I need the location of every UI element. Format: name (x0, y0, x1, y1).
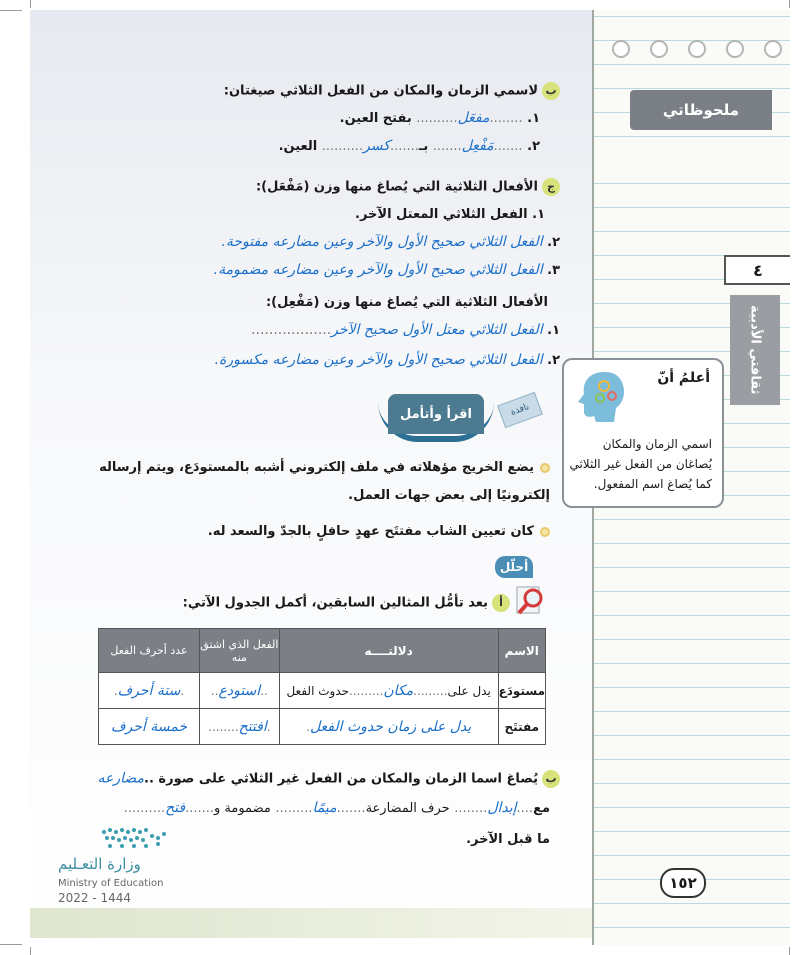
answer-text: مكان (383, 682, 414, 699)
section-b1-heading (224, 82, 560, 100)
unit-number: ٤ (724, 255, 790, 285)
academic-year: 2022 - 1444 (58, 891, 132, 905)
section-label: ب (542, 770, 560, 788)
ring-icon (650, 40, 668, 58)
table-cell: .ستة أحرف. (99, 673, 200, 709)
item-number: ٢. (527, 139, 540, 154)
table-cell (99, 709, 200, 745)
instruction-text: بعد تأمُّل المثالين السابقين، أكمل الجدول الآتي: (182, 595, 488, 611)
section-c-heading (256, 178, 560, 196)
page-number: ١٥٢ (660, 868, 706, 898)
section-label: ب (542, 82, 560, 100)
answer-text: ستة أحرف (117, 682, 181, 699)
analyze-pill: أحلّل (495, 556, 533, 578)
table-header: الفعل الذي اشتق منه (200, 629, 280, 673)
thinking-head-icon (574, 364, 630, 424)
answer-text: مضارعه (97, 770, 145, 787)
item-number: ١. (547, 323, 560, 338)
example-1-line-1 (99, 460, 550, 475)
item-text: العين. (278, 139, 318, 154)
example-text: كان تعيين الشاب مفتتَح عهدٍ حافلٍ بالجدّ والسعد له. (207, 524, 534, 539)
item-number: ٢. (547, 353, 560, 368)
crop-mark (30, 0, 31, 8)
table-cell: يدل على زمان حدوث الفعل. (279, 709, 498, 745)
section-label: ج (542, 178, 560, 196)
answer-text: يدل على زمان حدوث الفعل (309, 718, 472, 735)
table-header: دلالتــــه (279, 629, 498, 673)
heading-text: لاسمي الزمان والمكان من الفعل الثلاثي صيغتان: (223, 83, 538, 99)
answer-text: إبدال (487, 800, 517, 816)
table-header: الاسم (498, 629, 545, 673)
item-text: يُصاغ اسما الزمان والمكان من الفعل غير الثلاثي على صورة .. (144, 771, 538, 787)
crop-mark (789, 947, 790, 955)
table-header-row (99, 629, 546, 673)
bullet-icon (540, 527, 550, 537)
magnifier-icon (515, 583, 549, 617)
read-reflect-banner: اقرأ وأتأمل (388, 394, 484, 434)
crop-mark (0, 10, 22, 11)
table-header: عدد أحرف الفعل (99, 629, 200, 673)
answer-text: الفعل الثلاثي صحيح الأول والآخر وعين مضارعه مفتوحة. (221, 234, 543, 250)
crop-mark (30, 947, 31, 955)
example-1-line-2: إلكترونيًا إلى بعض جهات العمل. (348, 488, 550, 503)
ring-icon (726, 40, 744, 58)
answer-text: خمسة أحرف (111, 718, 187, 735)
answer-text: كسر (363, 138, 390, 154)
binder-rings (612, 40, 782, 60)
window-tag: نافذة (497, 392, 543, 428)
answer-text: الفعل الثلاثي صحيح الأول والآخر وعين مضارعه مضمومة. (213, 262, 543, 278)
know-title: أعلمُ أنّ (657, 370, 710, 386)
answer-text: الفعل الثلاثي معتل الأول صحيح الآخر (331, 322, 543, 338)
table-cell: يدل على.........مكان.........حدوث الفعل (279, 673, 498, 709)
section-label: أ (492, 594, 510, 612)
table-row (99, 673, 546, 709)
section-c-item2 (221, 234, 560, 250)
answer-text: افتتح (238, 718, 267, 735)
item-number: ٢. (547, 235, 560, 250)
crop-mark (789, 0, 790, 8)
item-text: حرف المضارعة (365, 801, 450, 816)
item-text: بـ (418, 139, 429, 154)
know-text: اسمي الزمان والمكان يُصاغان من الفعل غير الثلاثي كما يُصاغ اسم المفعول. (569, 437, 712, 491)
answer-text: استودع (218, 682, 261, 699)
section-b1-item2: ٢. .......مَفْعِل....... بـ.......كسر.......... العين. (278, 138, 540, 154)
section-b2-line3: ما قبل الآخر. (466, 832, 550, 847)
section-c-item3 (214, 262, 560, 278)
ring-icon (688, 40, 706, 58)
ministry-logo-icon (98, 824, 170, 852)
answer-text: مَفْعِل (461, 138, 494, 154)
page-bottom-band (30, 908, 592, 938)
cell-text: يدل على (447, 683, 491, 698)
section-c-item5 (215, 352, 560, 368)
ring-icon (764, 40, 782, 58)
table-cell: مستودَع (498, 673, 545, 709)
ministry-name-en: Ministry of Education (58, 878, 164, 889)
notes-title: ملحوظاتي (630, 90, 772, 130)
cell-text: حدوث الفعل (286, 683, 350, 698)
table-cell: ..استودع.. (200, 673, 280, 709)
crop-mark (0, 944, 22, 945)
item-text: بفتح العين. (339, 111, 412, 126)
section-c-item4: ١. الفعل الثلاثي معتل الأول صحيح الآخر.................. (251, 322, 560, 338)
item-number: ١. (527, 111, 540, 126)
item-text: مضمومة و (214, 801, 271, 816)
ring-icon (612, 40, 630, 58)
answer-text: مفعَل (457, 110, 490, 126)
table-row (99, 709, 546, 745)
section-b1-item1: ١. ........مفعَل.......... بفتح العين. (339, 110, 540, 126)
example-2 (208, 524, 550, 539)
table-cell: .افتتح........ (200, 709, 280, 745)
example-text: يضع الخريج مؤهلاته في ملف إلكتروني أشبه بالمستودَع، ويتم إرساله (99, 460, 534, 475)
answer-text: الفعل الثلاثي صحيح الأول والآخر وعين مضارعه مكسورة. (214, 352, 543, 368)
analysis-table (98, 628, 546, 745)
section-c-item1: ١. الفعل الثلاثي المعتل الآخر. (355, 207, 545, 222)
section-b2-line2: مع....إبدال........ حرف المضارعة.......ميمًا......... مضمومة و.......فتح.......... (123, 800, 550, 816)
item-number: ٣. (547, 263, 560, 278)
section-c-heading2: الأفعال الثلاثية التي يُصاغ منها وزن (مَفْعِل): (265, 295, 548, 310)
section-b2-line1 (98, 770, 561, 788)
side-tab: ثقافتي الأدبية (730, 295, 780, 405)
know-box (562, 358, 724, 508)
heading-text: الأفعال الثلاثية التي يُصاغ منها وزن (مَفْعَل): (255, 179, 538, 195)
bullet-icon (540, 463, 550, 473)
ministry-name-ar: وزارة التعـليم (58, 855, 141, 873)
analyze-instruction (183, 594, 510, 612)
item-text: مع (533, 801, 550, 816)
answer-text: ميمًا (312, 800, 337, 816)
table-cell: مفتتَح (498, 709, 545, 745)
answer-text: فتح (165, 800, 186, 816)
